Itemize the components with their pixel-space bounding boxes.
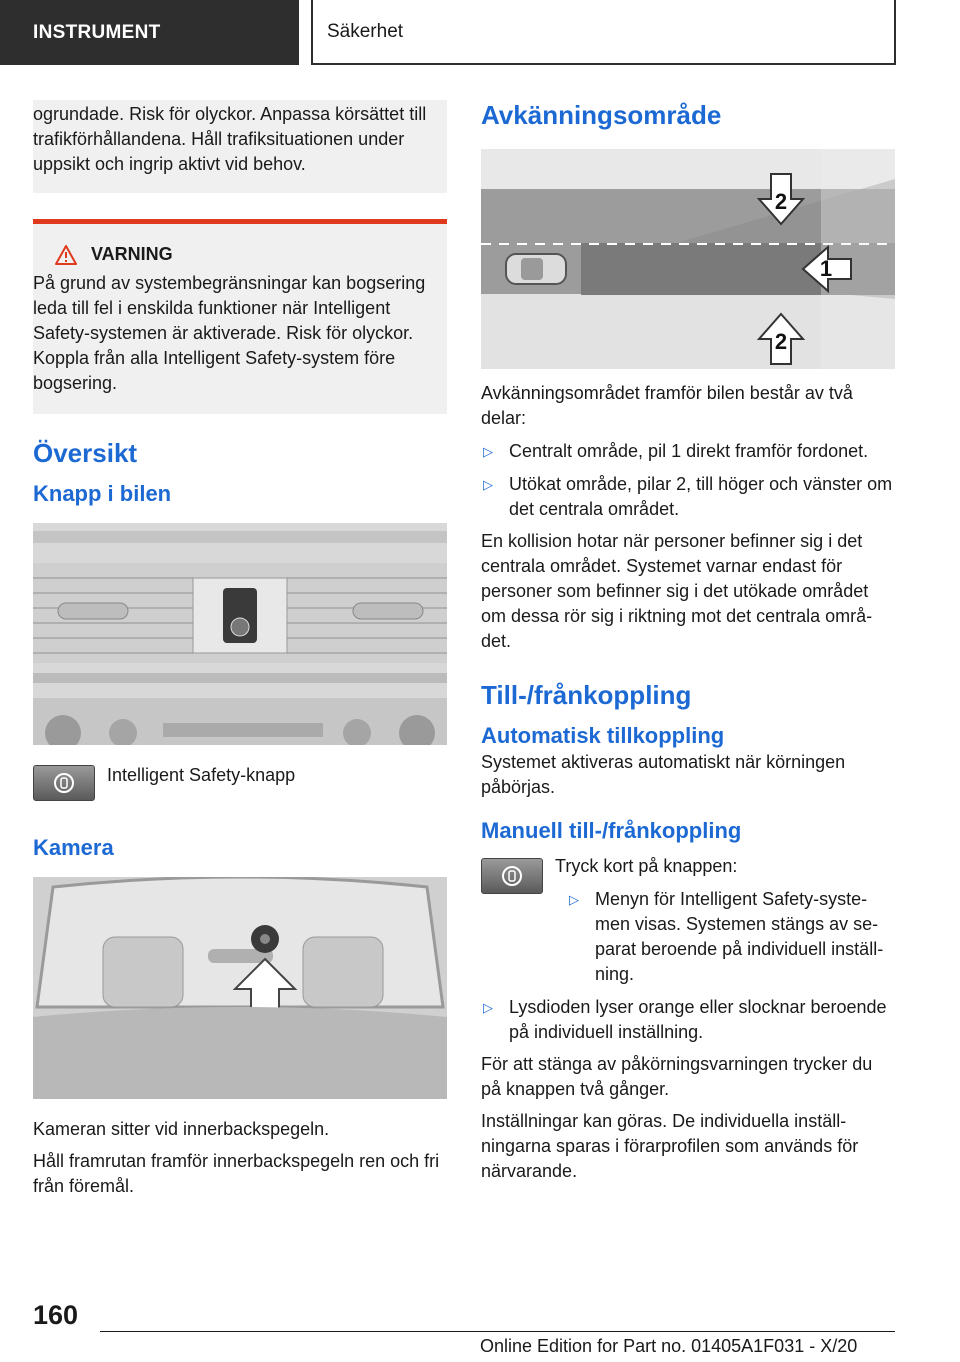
- manual-press-text: Tryck kort på knappen:: [555, 856, 738, 876]
- intelligent-safety-button-icon: [33, 765, 95, 801]
- intelligent-safety-button-icon: [481, 858, 543, 894]
- manual-sub-list: [567, 887, 895, 987]
- warning-text: På grund av systembegränsningar kan bogsering leda till fel i enskilda funktioner när Intelligent Safety-systemen är aktiverade. Risk för olyckor. Koppla från alla Intelligent Safety-system före bogsering.: [33, 273, 426, 393]
- detection-diagram: [481, 149, 895, 369]
- diagram-label-top: 2: [774, 189, 788, 214]
- button-caption-row: [33, 765, 447, 801]
- windshield-illustration: [33, 877, 447, 1099]
- bullet-triangle-icon: ▷: [569, 892, 579, 907]
- warning-box: [33, 219, 447, 414]
- warning-title-text: VARNING: [91, 244, 173, 264]
- bullet-triangle-icon: ▷: [483, 1000, 493, 1015]
- button-heading: Knapp i bilen: [33, 481, 172, 506]
- left-column: [33, 100, 447, 1199]
- camera-text-2: Håll framrutan framför innerbackspegeln ren och fri från föremål.: [33, 1151, 440, 1196]
- manual-heading: Manuell till-/frånkoppling: [481, 818, 742, 843]
- camera-text-1: Kameran sitter vid innerbackspegeln.: [33, 1119, 330, 1139]
- edition-text: Online Edition for Part no. 01405A1F031 - X/20: [480, 1336, 858, 1356]
- warning-title: [33, 244, 447, 265]
- intro-text: ogrundade. Risk för olyckor. Anpassa körsättet till trafikförhållandena. Håll trafiksituationen under uppsikt och ingrip aktivt vid behov.: [33, 104, 427, 174]
- list-item: ▷ Lysdioden lyser orange eller slocknar beroende på individuell inställning.: [483, 997, 887, 1042]
- detection-area-illustration: [481, 149, 895, 369]
- intro-box: [33, 100, 447, 193]
- auto-text: Systemet aktiveras automatiskt när körningen påbörjas.: [481, 752, 846, 797]
- list-item: ▷ Menyn för Intelligent Safety-systemen visas. Systemen stängs av separat beroende på individuell inställning.: [569, 889, 884, 984]
- settings-text: Inställningar kan göras. De individuella inställningarna sparas i förarprofilen som används för närvarande.: [481, 1111, 859, 1181]
- right-column: [481, 100, 895, 1184]
- camera-figure: [33, 877, 447, 1099]
- bullet-triangle-icon: ▷: [483, 444, 493, 459]
- manual-press-row: [481, 854, 895, 987]
- topic-tab: Säkerhet: [311, 0, 896, 65]
- dashboard-button-figure: [33, 523, 447, 745]
- section-tab: INSTRUMENT: [0, 0, 299, 65]
- collision-text: För att stänga av påkörningsvarningen trycker du på knappen två gånger.: [481, 1054, 873, 1099]
- warning-icon: [55, 245, 77, 265]
- button-caption: Intelligent Safety-knapp: [107, 765, 296, 785]
- list-item: ▷ Utökat område, pilar 2, till höger och vänster om det centrala området.: [483, 474, 893, 519]
- auto-heading: Automatisk tillkoppling: [481, 723, 725, 748]
- bullet-triangle-icon: ▷: [483, 477, 493, 492]
- onoff-heading: Till-/frånkoppling: [481, 680, 692, 710]
- detection-intro: Avkänningsområdet framför bilen består av två delar:: [481, 383, 853, 428]
- overview-heading: Översikt: [33, 438, 138, 468]
- diagram-label-center: 1: [819, 256, 833, 281]
- camera-heading: Kamera: [33, 835, 114, 860]
- footer-divider: [100, 1331, 895, 1332]
- detection-list: [481, 439, 895, 522]
- list-item: ▷ Centralt område, pil 1 direkt framför fordonet.: [481, 439, 895, 464]
- detection-text: En kollision hotar när personer befinner sig i det centrala området. Systemet varnar endast för personer som befinner sig i det utökade området om dessa rör sig i riktning mot det centrala området.: [481, 531, 873, 651]
- detection-heading: Avkänningsområde: [481, 100, 722, 130]
- manual-list: [481, 995, 895, 1045]
- diagram-label-bottom: 2: [774, 329, 788, 354]
- dashboard-illustration: [33, 523, 447, 745]
- page-number: 160: [33, 1300, 79, 1330]
